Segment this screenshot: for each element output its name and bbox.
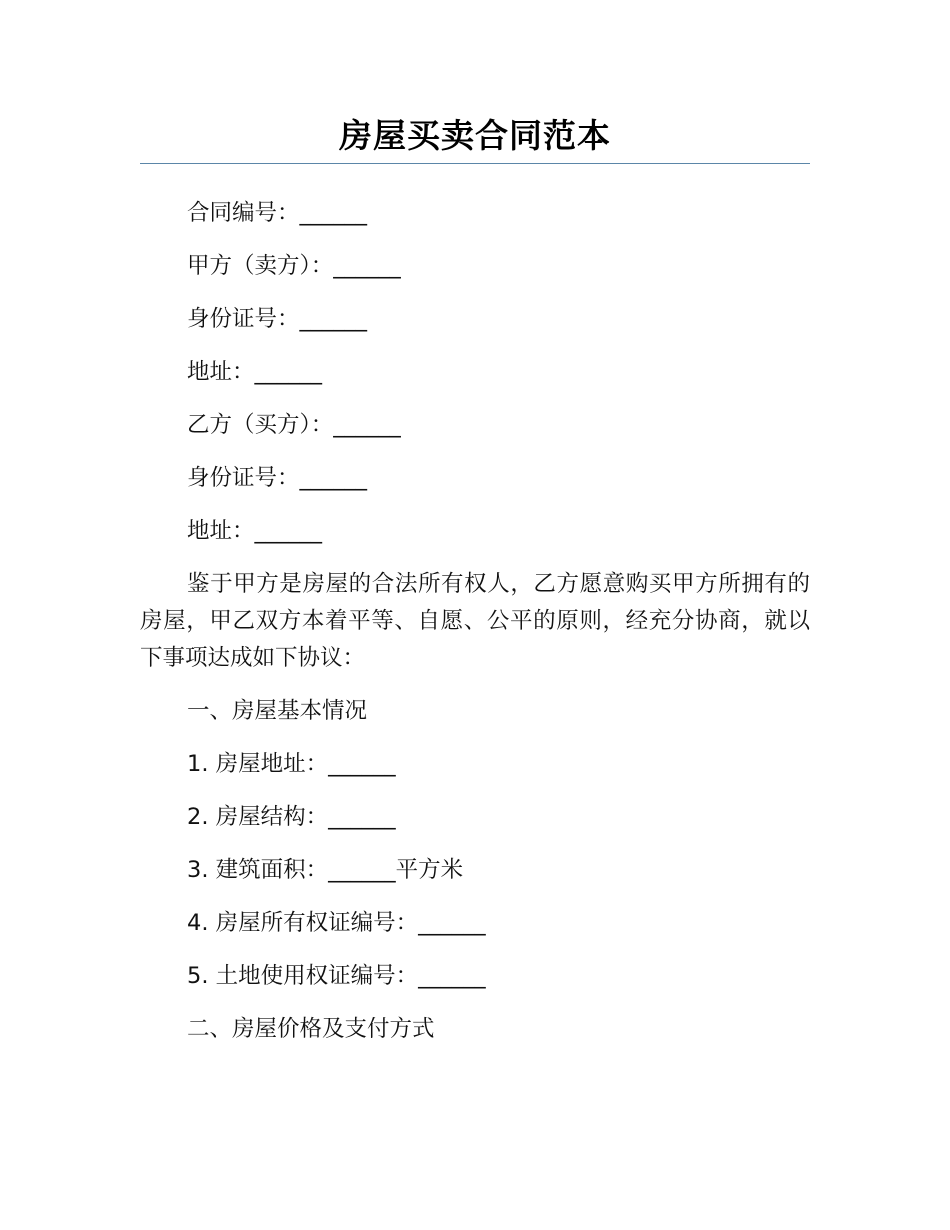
party-a-id-line: 身份证号：______ bbox=[187, 306, 368, 332]
ownership-cert-item: 4. 房屋所有权证编号：______ bbox=[187, 910, 486, 936]
party-b-address-line: 地址：______ bbox=[187, 518, 323, 544]
document-body bbox=[140, 195, 810, 1064]
floor-area-item: 3. 建筑面积：______平方米 bbox=[187, 857, 464, 883]
house-address-item: 1. 房屋地址：______ bbox=[187, 751, 396, 777]
title-divider bbox=[140, 163, 810, 164]
intro-paragraph: 鉴于甲方是房屋的合法所有权人，乙方愿意购买甲方所拥有的房屋，甲乙双方本着平等、自愿、公平的原则，经充分协商，就以下事项达成如下协议： bbox=[140, 571, 810, 671]
document-title: 房屋买卖合同范本 bbox=[339, 116, 611, 155]
contract-number-line: 合同编号：______ bbox=[187, 200, 368, 226]
section-heading-price-payment: 二、房屋价格及支付方式 bbox=[187, 1016, 435, 1042]
party-b-id-line: 身份证号：______ bbox=[187, 465, 368, 491]
party-a-line: 甲方（卖方）：______ bbox=[187, 253, 401, 279]
party-b-line: 乙方（买方）：______ bbox=[187, 412, 401, 438]
section-heading-basic-info: 一、房屋基本情况 bbox=[187, 698, 368, 724]
land-use-cert-item: 5. 土地使用权证编号：______ bbox=[187, 963, 486, 989]
party-a-address-line: 地址：______ bbox=[187, 359, 323, 385]
house-structure-item: 2. 房屋结构：______ bbox=[187, 804, 396, 830]
